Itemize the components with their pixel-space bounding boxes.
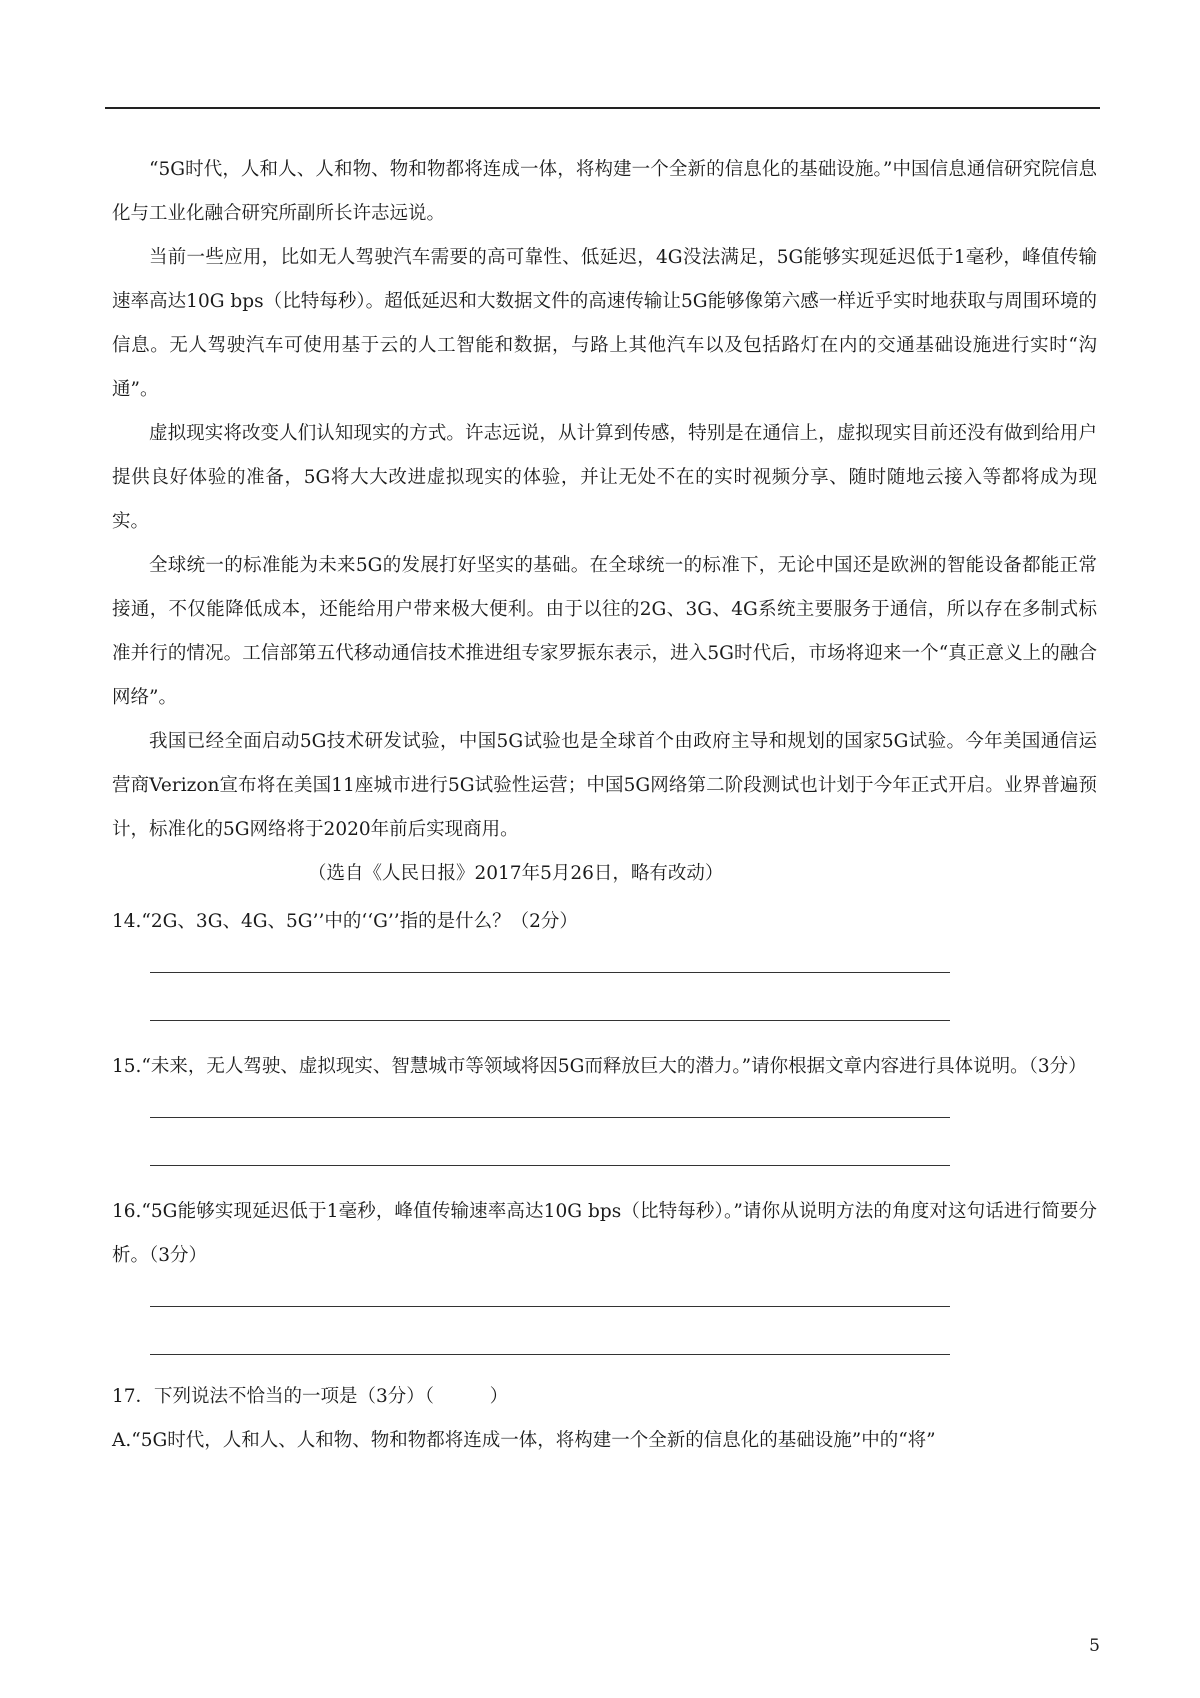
article-paragraph-3: 虚拟现实将改变人们认知现实的方式。许志远说，从计算到传感，特别是在通信上，虚拟现实目前还没有做到给用户提供良好体验的准备，5G将大大改进虚拟现实的体验，并让无处不在的实时视频分享、随时随地云接入等都将成为现实。 <box>112 423 1097 532</box>
article-paragraph-1: “5G时代，人和人、人和物、物和物都将连成一体，将构建一个全新的信息化的基础设施。”中国信息通信研究院信息化与工业化融合研究所副所长许志远说。 <box>112 159 1097 224</box>
page-content <box>112 148 1097 1463</box>
answer-line[interactable] <box>150 1354 950 1355</box>
answer-line[interactable] <box>150 1117 950 1118</box>
answer-line[interactable] <box>150 1165 950 1166</box>
question-16: 16.“5G能够实现延迟低于1毫秒，峰值传输速率高达10G bps（比特每秒）。”请你从说明方法的角度对这句话进行简要分析。（3分） <box>112 1201 1097 1266</box>
article-paragraph-4: 全球统一的标准能为未来5G的发展打好坚实的基础。在全球统一的标准下，无论中国还是欧洲的智能设备都能正常接通，不仅能降低成本，还能给用户带来极大便利。由于以往的2G、3G、4G系统主要服务于通信，所以存在多制式标准并行的情况。工信部第五代移动通信技术推进组专家罗振东表示，进入5G时代后，市场将迎来一个“真正意义上的融合网络”。 <box>112 555 1097 708</box>
header-rule <box>105 107 1100 109</box>
page-number: 5 <box>1089 1636 1100 1656</box>
article-paragraph-2: 当前一些应用，比如无人驾驶汽车需要的高可靠性、低延迟，4G没法满足，5G能够实现延迟低于1毫秒，峰值传输速率高达10G bps（比特每秒）。超低延迟和大数据文件的高速传输让5G能够像第六感一样近乎实时地获取与周围环境的信息。无人驾驶汽车可使用基于云的人工智能和数据，与路上其他汽车以及包括路灯在内的交通基础设施进行实时“沟通”。 <box>112 247 1097 400</box>
article-source: （选自《人民日报》2017年5月26日，略有改动） <box>308 863 724 884</box>
question-17-option-a: A.“5G时代，人和人、人和物、物和物都将连成一体，将构建一个全新的信息化的基础设施”中的“将” <box>112 1430 936 1451</box>
answer-line[interactable] <box>150 1306 950 1307</box>
answer-line[interactable] <box>150 972 950 973</box>
question-17: 17．下列说法不恰当的一项是（3分）（ ） <box>112 1386 509 1407</box>
article-paragraph-5: 我国已经全面启动5G技术研发试验，中国5G试验也是全球首个由政府主导和规划的国家5G试验。今年美国通信运营商Verizon宣布将在美国11座城市进行5G试验性运营；中国5G网络第二阶段测试也计划于今年正式开启。业界普遍预计，标准化的5G网络将于2020年前后实现商用。 <box>112 731 1097 840</box>
question-14: 14.“2G、3G、4G、5G’’中的‘‘G’’指的是什么？（2分） <box>112 911 578 932</box>
answer-line[interactable] <box>150 1020 950 1021</box>
question-15: 15.“未来，无人驾驶、虚拟现实、智慧城市等领域将因5G而释放巨大的潜力。”请你根据文章内容进行具体说明。（3分） <box>112 1056 1087 1077</box>
